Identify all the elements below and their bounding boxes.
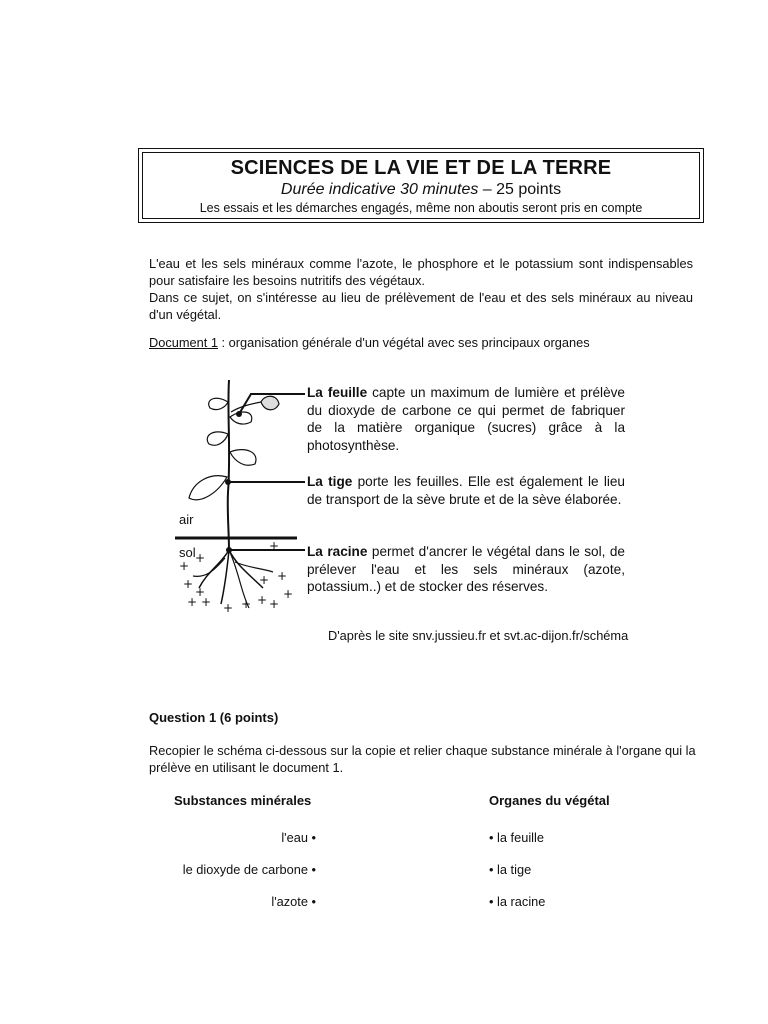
organ-leaf-text: capte un maximum de lumière et prélève du dioxyde de carbone ce qui permet de fabriquer de la matière organique (sucres) grâce à la photosynthèse. [307, 385, 625, 453]
substance-co2: le dioxyde de carbone • [182, 862, 316, 877]
header-note: Les essais et les démarches engagés, même non aboutis seront pris en compte [199, 201, 643, 215]
organ-root-text: permet d'ancrer le végétal dans le sol, de prélever l'eau et les sels minéraux (azote, potassium..) et de stocker des réserves. [307, 544, 625, 595]
document-caption [149, 334, 709, 351]
organ-leaf-name: La feuille [307, 385, 368, 400]
figure-source: D'après le site snv.jussieu.fr et svt.ac-dijon.fr/schéma [328, 628, 629, 643]
svg-text:+: + [195, 551, 206, 565]
organ-root-name: La racine [307, 544, 368, 559]
document-caption-text: : organisation générale d'un végétal avec ses principaux organes [218, 335, 590, 350]
organ-stem-text: porte les feuilles. Elle est également le lieu de transport de la sève brute et de la sève élaborée. [307, 474, 625, 507]
substances-header: Substances minérales [174, 793, 312, 808]
organ-option-stem: • la tige [489, 862, 532, 877]
organ-stem-name: La tige [307, 474, 353, 489]
svg-text:+: + [223, 601, 234, 615]
substance-nitrogen: l'azote • [271, 894, 316, 909]
svg-text:+: + [269, 539, 280, 553]
svg-text:+: + [241, 597, 252, 611]
document-label: Document 1 [149, 335, 218, 350]
svg-text:+: + [179, 559, 190, 573]
intro [149, 255, 693, 323]
leaf-3 [207, 432, 228, 445]
bud [261, 396, 279, 410]
duration-line [143, 180, 699, 200]
svg-text:+: + [283, 587, 294, 601]
air-label: air [179, 512, 194, 527]
page-title: SCIENCES DE LA VIE ET DE LA TERRE [230, 157, 612, 179]
svg-text:+: + [201, 595, 212, 609]
organ-option-root: • la racine [489, 894, 546, 909]
svg-text:+: + [269, 597, 280, 611]
organ-leaf-description [307, 384, 625, 454]
svg-text:+: + [257, 593, 268, 607]
intro-paragraph-2: Dans ce sujet, on s'intéresse au lieu de prélèvement de l'eau et des sels minéraux au niveau d'un végétal. [149, 290, 693, 322]
intro-paragraph-1: L'eau et les sels minéraux comme l'azote, le phosphore et le potassium sont indispensables pour satisfaire les besoins nutritifs des végétaux. [149, 256, 693, 288]
leaf-1 [209, 398, 228, 409]
organ-stem-description [307, 473, 625, 508]
question-1-title: Question 1 (6 points) [149, 710, 279, 725]
leaf-4 [230, 450, 256, 466]
organ-root-description [307, 543, 625, 596]
question-1-text: Recopier le schéma ci-dessous sur la copie et relier chaque substance minérale à l'organe qui la prélève en utilisant le document 1. [149, 743, 696, 775]
leaf-5 [189, 476, 227, 500]
soil-label: sol [179, 545, 196, 560]
points-text: – 25 points [478, 181, 562, 198]
header-inner [142, 152, 700, 219]
plant-illustration [165, 372, 305, 622]
organ-option-leaf: • la feuille [489, 830, 544, 845]
svg-text:+: + [195, 585, 206, 599]
header-box [138, 148, 704, 223]
svg-text:+: + [183, 577, 194, 591]
svg-text:+: + [259, 573, 270, 587]
duration-text: Durée indicative 30 minutes [280, 181, 479, 198]
svg-text:+: + [277, 569, 288, 583]
root-2 [229, 550, 263, 588]
stem [228, 380, 229, 550]
organs-header: Organes du végétal [489, 793, 610, 808]
svg-text:+: + [187, 595, 198, 609]
substance-water: l'eau • [281, 830, 316, 845]
